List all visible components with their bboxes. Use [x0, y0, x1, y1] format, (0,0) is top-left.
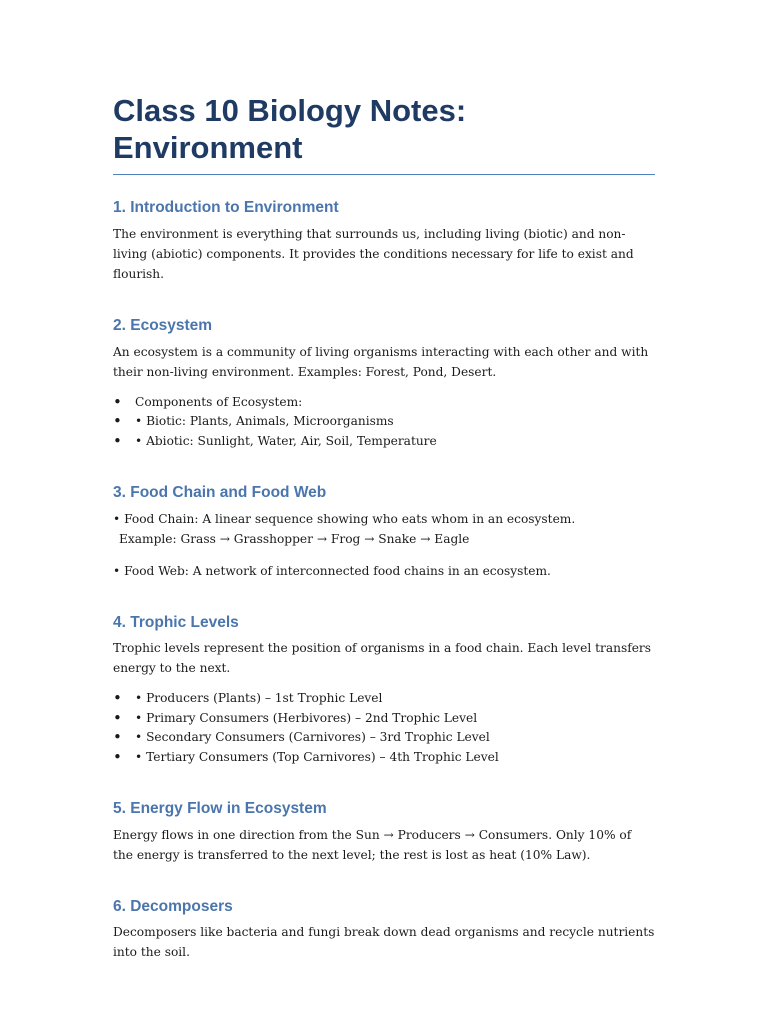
list-item: • • Abiotic: Sunlight, Water, Air, Soil, Temperature	[113, 432, 655, 452]
section-heading: 6. Decomposers	[113, 897, 233, 915]
section-trophic-levels	[113, 614, 655, 768]
section-introduction	[113, 199, 655, 284]
section-paragraph: The environment is everything that surrounds us, including living (biotic) and non-living (abiotic) components. It provides the conditions necessary for life to exist and flourish.	[113, 226, 634, 281]
section-line: Example: Grass → Grasshopper → Frog → Snake → Eagle	[119, 531, 470, 546]
bullet-list	[113, 689, 655, 767]
section-paragraph: Decomposers like bacteria and fungi break down dead organisms and recycle nutrients into the soil.	[113, 925, 655, 960]
section-paragraph: Trophic levels represent the position of organisms in a food chain. Each level transfers energy to the next.	[113, 641, 652, 676]
document-page	[113, 92, 655, 962]
section-energy-flow	[113, 800, 655, 865]
list-item: • • Secondary Consumers (Carnivores) – 3rd Trophic Level	[113, 728, 655, 748]
section-heading: 3. Food Chain and Food Web	[113, 484, 327, 502]
section-paragraph: Energy flows in one direction from the Sun → Producers → Consumers. Only 10% of the energy is transferred to the next level; the rest is lost as heat (10% Law).	[113, 827, 632, 862]
section-line: • Food Web: A network of interconnected food chains in an ecosystem.	[113, 563, 551, 578]
section-heading: 2. Ecosystem	[113, 316, 213, 334]
section-ecosystem	[113, 317, 655, 451]
section-food-chain	[113, 484, 655, 581]
section-paragraph: An ecosystem is a community of living organisms interacting with each other and with their non-living environment. Examples: Forest, Pond, Desert.	[113, 344, 649, 379]
section-line: • Food Chain: A linear sequence showing who eats whom in an ecosystem.	[113, 511, 576, 526]
list-item: • • Producers (Plants) – 1st Trophic Level	[113, 689, 655, 709]
list-item: • • Tertiary Consumers (Top Carnivores) – 4th Trophic Level	[113, 748, 655, 768]
section-heading: 4. Trophic Levels	[113, 613, 239, 631]
section-heading: 1. Introduction to Environment	[113, 199, 339, 217]
list-item: • • Primary Consumers (Herbivores) – 2nd Trophic Level	[113, 709, 655, 729]
bullet-list	[113, 393, 655, 452]
page-title: Class 10 Biology Notes: Environment	[113, 92, 655, 175]
section-heading: 5. Energy Flow in Ecosystem	[113, 800, 327, 818]
section-decomposers	[113, 898, 655, 963]
list-item: • • Biotic: Plants, Animals, Microorganisms	[113, 412, 655, 432]
list-item: • Components of Ecosystem:	[113, 393, 655, 413]
